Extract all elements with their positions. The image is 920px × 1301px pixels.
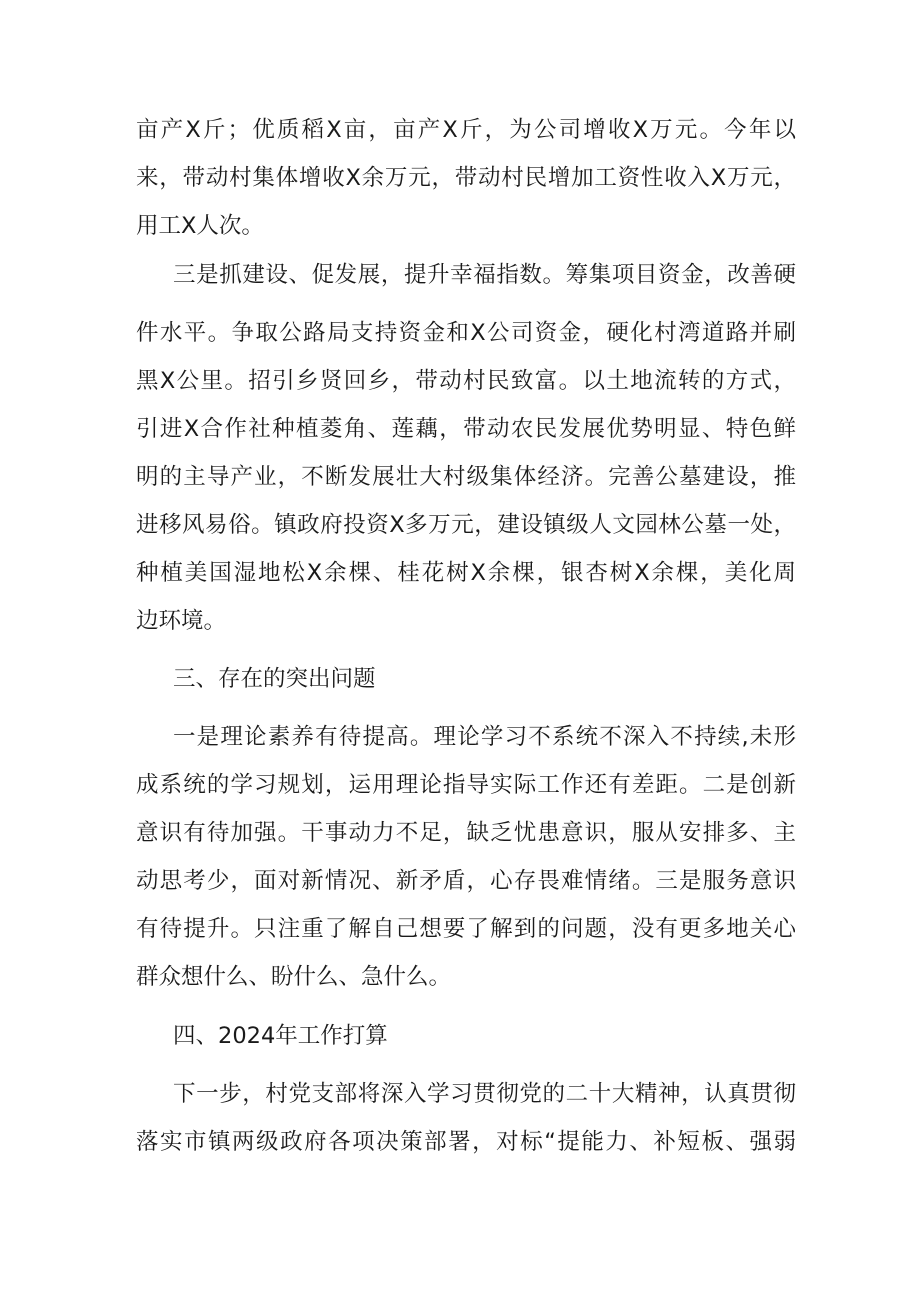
paragraph-line: 意识有待加强。干事动力不足，缺乏忧患意识，服从安排多、主 (136, 820, 796, 846)
paragraph-line: 下一步，村党支部将深入学习贯彻党的二十大精神，认真贯彻 (173, 1081, 796, 1107)
paragraph-line: 成系统的学习规划，运用理论指导实际工作还有差距。二是创新 (136, 772, 796, 798)
paragraph-line: 一是理论素养有待提高。理论学习不系统不深入不持续,未形 (173, 724, 796, 750)
paragraph-line: 用工X人次。 (136, 213, 264, 239)
paragraph-line: 黑X公里。招引乡贤回乡，带动村民致富。以土地流转的方式， (136, 368, 796, 394)
paragraph-line: 亩产X斤；优质稻X亩，亩产X斤，为公司增收X万元。今年以 (136, 117, 796, 143)
paragraph-line: 动思考少，面对新情况、新矛盾，心存畏难情绪。三是服务意识 (136, 868, 796, 894)
section-heading: 四、2024年工作打算 (173, 1023, 388, 1049)
paragraph-line: 明的主导产业，不断发展壮大村级集体经济。完善公墓建设，推 (136, 464, 796, 490)
paragraph-line: 边环境。 (136, 608, 227, 634)
paragraph-line: 有待提升。只注重了解自己想要了解到的问题，没有更多地关心 (136, 916, 796, 942)
paragraph-line: 三是抓建设、促发展，提升幸福指数。筹集项目资金，改善硬 (173, 262, 796, 288)
paragraph-line: 引进X合作社种植菱角、莲藕，带动农民发展优势明显、特色鲜 (136, 416, 796, 442)
paragraph-line: 种植美国湿地松X余棵、桂花树X余棵，银杏树X余棵，美化周 (136, 560, 796, 586)
paragraph-line: 件水平。争取公路局支持资金和X公司资金，硬化村湾道路并刷 (136, 320, 796, 346)
section-heading: 三、存在的突出问题 (173, 666, 376, 692)
paragraph-line: 来，带动村集体增收X余万元，带动村民增加工资性收入X万元， (136, 165, 796, 191)
paragraph-line: 进移风易俗。镇政府投资X多万元，建设镇级人文园林公墓一处， (136, 512, 796, 538)
paragraph-line: 落实市镇两级政府各项决策部署，对标“提能力、补短板、强弱 (136, 1129, 796, 1155)
paragraph-line: 群众想什么、盼什么、急什么。 (136, 964, 452, 990)
